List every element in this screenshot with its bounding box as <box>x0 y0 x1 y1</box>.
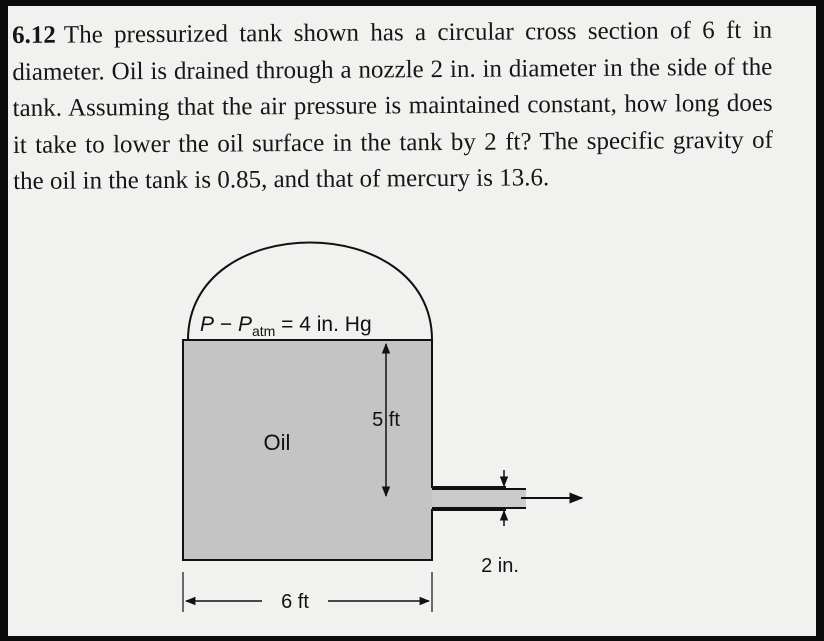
pressure-label: $P - P_{atm} = 4$ in. Hg <box>200 313 372 339</box>
oil-region <box>183 340 505 560</box>
nozzle-label: 2 in. <box>481 555 519 577</box>
problem-text: The pressurized tank shown has a circular cross section of 6 ft in diameter. Oil is drained through a nozzle 2 in. in diameter in the side of the tank. Assuming that the air pressure is maintained constant, how long does it take to lower the oil surface in the tank by 2 ft? The specific gravity of the oil in the tank is 0.85, and that of mercury is 13.6. <box>12 16 773 195</box>
problem-number: 6.12 <box>12 21 56 49</box>
nozzle <box>432 489 526 508</box>
height-label: 5 ft <box>372 409 400 431</box>
diameter-label: 6 ft <box>281 591 309 613</box>
oil-label: Oil <box>263 430 291 455</box>
